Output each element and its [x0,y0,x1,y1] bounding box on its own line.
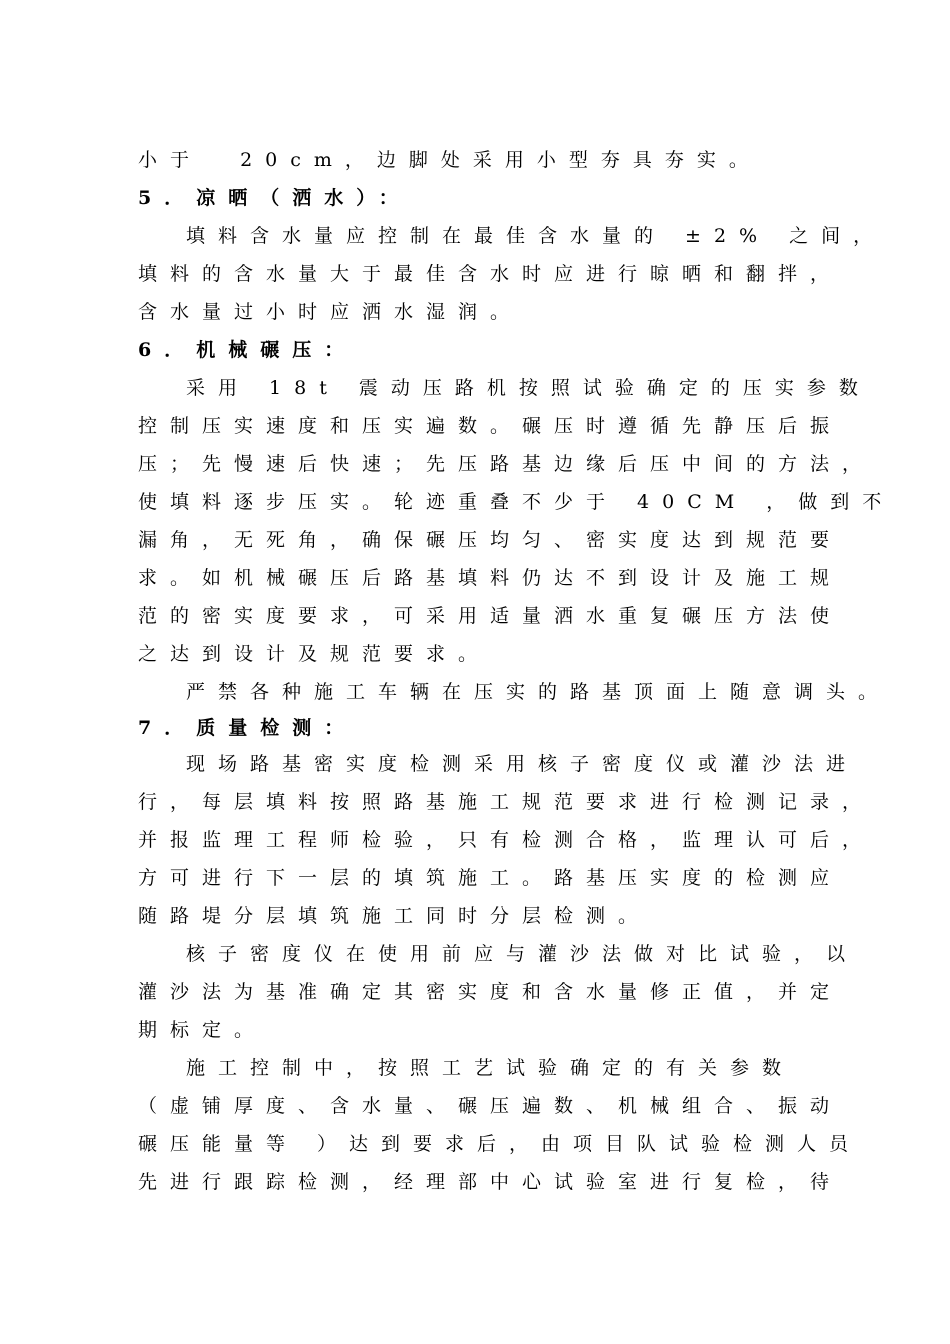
text-line: 求。如机械碾压后路基填料仍达不到设计及施工规 [138,567,843,589]
text-line: 含水量过小时应洒水湿润。 [138,301,523,323]
text-line: 核子密度仪在使用前应与灌沙法做对比试验，以 [186,943,859,965]
text-line: 先进行跟踪检测，经理部中心试验室进行复检，待 [138,1171,843,1193]
text-line: 漏角，无死角，确保碾压均匀、密实度达到规范要 [138,529,843,551]
section-heading-5: 5．凉晒（洒水）： [138,187,411,209]
text-line: 灌沙法为基准确定其密实度和含水量修正值，并定 [138,981,843,1003]
text-line: 控制压实速度和压实遍数。碾压时遵循先静压后振 [138,415,843,437]
text-line: 期标定。 [138,1019,267,1041]
text-line: 填料含水量应控制在最佳含水量的 ±2% 之间， [186,225,886,247]
text-line: 小于 20cm，边脚处采用小型夯具夯实。 [138,149,761,171]
text-line: 填料的含水量大于最佳含水时应进行晾晒和翻拌， [138,263,843,285]
text-line: 行，每层填料按照路基施工规范要求进行检测记录， [138,791,875,813]
text-line: 随路堤分层填筑施工同时分层检测。 [138,905,651,927]
section-heading-6: 6．机械碾压： [138,339,357,361]
text-line: 现场路基密实度检测采用核子密度仪或灌沙法进 [186,753,859,775]
text-line: 采用 18t 震动压路机按照试验确定的压实参数 [186,377,871,399]
text-line: 压；先慢速后快速；先压路基边缘后压中间的方法， [138,453,875,475]
text-line: 施工控制中，按照工艺试验确定的有关参数 [186,1057,795,1079]
text-line: 严禁各种施工车辆在压实的路基顶面上随意调头。 [186,681,891,703]
text-line: 范的密实度要求，可采用适量洒水重复碾压方法使 [138,605,843,627]
text-line: 之达到设计及规范要求。 [138,643,491,665]
text-line: 碾压能量等 ）达到要求后，由项目队试验检测人员 [138,1133,862,1155]
text-line: 使填料逐步压实。轮迹重叠不少于 40CM ，做到不 [138,491,895,513]
text-line: （虚铺厚度、含水量、碾压遍数、机械组合、振动 [138,1095,843,1117]
text-line: 并报监理工程师检验，只有检测合格，监理认可后， [138,829,875,851]
text-line: 方可进行下一层的填筑施工。路基压实度的检测应 [138,867,843,889]
section-heading-7: 7．质量检测： [138,717,357,739]
